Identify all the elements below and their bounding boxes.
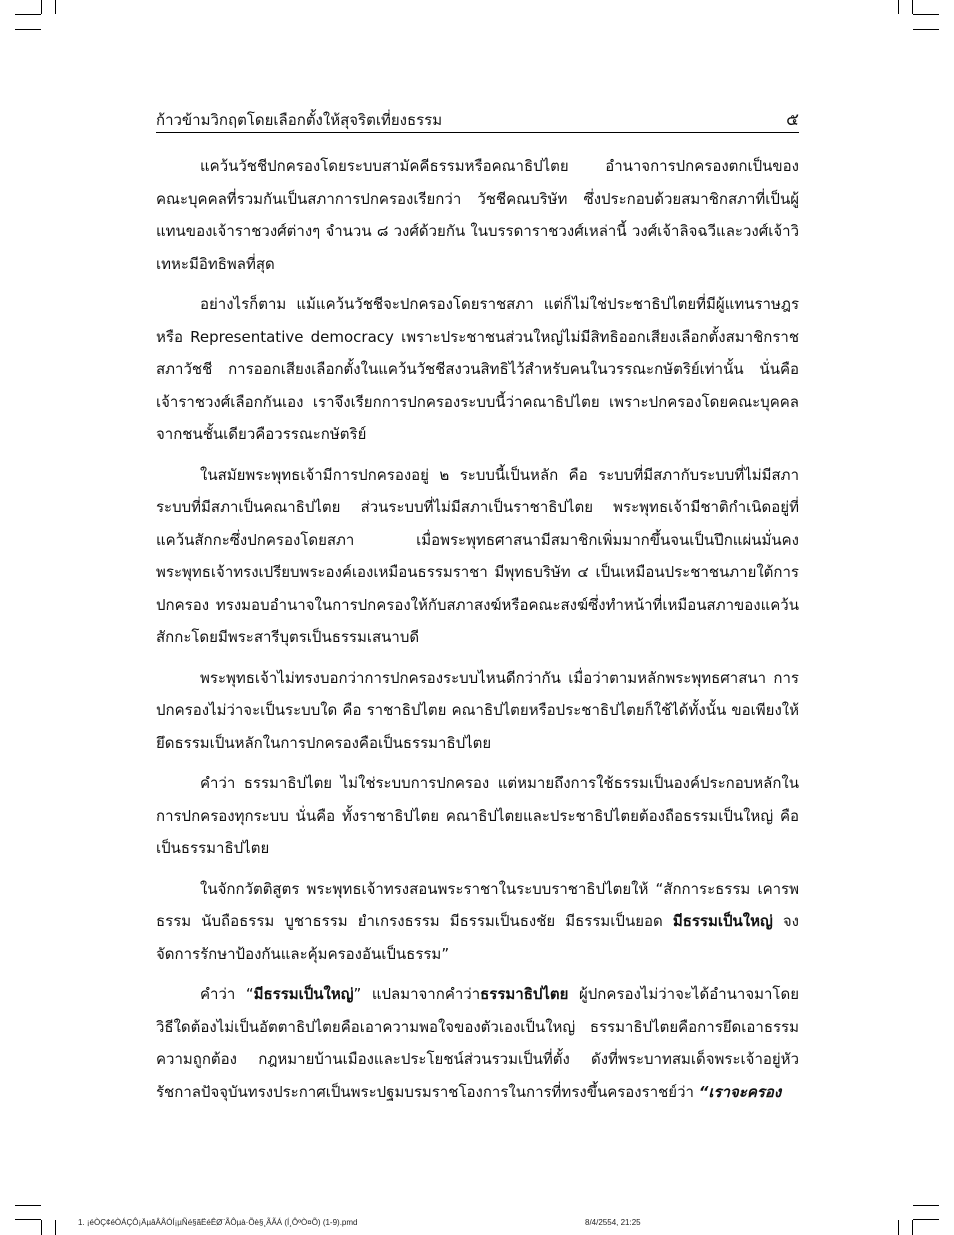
crop-mark [913, 29, 939, 30]
running-title: ก้าวข้ามวิกฤตโดยเลือกตั้งให้สุจริตเที่ยงธรรม [156, 111, 443, 129]
bold-phrase: มีธรรมเป็นใหญ่ [253, 985, 354, 1003]
crop-mark [55, 1220, 56, 1235]
crop-mark [41, 0, 42, 14]
print-timestamp: 8/4/2554, 21:25 [585, 1218, 641, 1227]
crop-mark [15, 1219, 41, 1220]
crop-mark [913, 14, 939, 15]
paragraph: คำว่า ธรรมาธิปไตย ไม่ใช่ระบบการปกครอง แต่หมายถึงการใช้ธรรมเป็นองค์ประกอบหลักในการปกครองทุกระบบ นั่นคือ ทั้งราชาธิปไตย คณาธิปไตยและประชาธิปไตยต้องถือธรรมเป็นใหญ่ คือเป็นธรรมาธิปไตย [156, 774, 799, 857]
paragraph-dhammadhipatai [156, 978, 799, 1108]
crop-mark [898, 1220, 899, 1235]
crop-mark [912, 1220, 913, 1235]
crop-mark [15, 29, 41, 30]
crop-mark [913, 1205, 939, 1206]
text-run: ” แปลมาจากคำว่า [353, 985, 481, 1003]
page-number: ๕ [786, 110, 799, 130]
text-run: จงจัดการรักษาป้องกันและคุ้มครองอันเป็นธรรม” [156, 912, 799, 963]
crop-mark [15, 14, 41, 15]
crop-mark [912, 0, 913, 14]
bold-italic-quote: “เราจะครอง [698, 1082, 782, 1101]
crop-mark [41, 1220, 42, 1235]
crop-mark [15, 1205, 41, 1206]
paragraph: พระพุทธเจ้าไม่ทรงบอกว่าการปกครองระบบไหนดีกว่ากัน เมื่อว่าตามหลักพระพุทธศาสนา การปกครองไม่ว่าจะเป็นระบบใด คือ ราชาธิปไตย คณาธิปไตยหรือประชาธิปไตยก็ใช้ได้ทั้งนั้น ขอเพียงให้ยึดธรรมเป็นหลักในการปกครองคือเป็นธรรมาธิปไตย [156, 668, 799, 752]
running-header [156, 106, 799, 133]
crop-mark [55, 0, 56, 14]
text-run: คำว่า “ [200, 985, 254, 1003]
paragraph-jakkavatti [156, 873, 799, 971]
text-run: ผู้ปกครองไม่ว่าจะได้อำนาจมาโดยวิธีใดต้องไม่เป็นอัตตาธิปไตยคือเอาความพอใจของตัวเองเป็นใหญ่ ธรรมาธิปไตยคือการยึดเอาธรรม ความถูกต้อง กฎหมายบ้านเมืองและประโยชน์ส่วนรวมเป็นที่ตั้ง ดังที่พระบาทสมเด็จพระเจ้าอยู่หัวรัชกาลปัจจุบันทรงประกาศเป็นพระปฐมบรมราชโองการในการที่ทรงขึ้นครองราชย์ว่า [156, 985, 800, 1101]
paragraph: อย่างไรก็ตาม แม้แคว้นวัชชีจะปกครองโดยราชสภา แต่ก็ไม่ใช่ประชาธิปไตยที่มีผู้แทนราษฎร หรือ Representative democracy เพราะประชาชนส่วนใหญ่ไม่มีสิทธิออกเสียงเลือกตั้งสมาชิกราชสภาวัชชี การออกเสียงเลือกตั้งในแคว้นวัชชีสงวนสิทธิไว้สำหรับคนในวรรณะกษัตริย์เท่านั้น นั่นคือเจ้าราชวงศ์เลือกกันเอง เราจึงเรียกการปกครองระบบนี้ว่าคณาธิปไตย เพราะปกครองโดยคณะบุคคลจากชนชั้นเดียวคือวรรณะกษัตริย์ [156, 295, 799, 443]
paragraph: ในสมัยพระพุทธเจ้ามีการปกครองอยู่ ๒ ระบบนี้เป็นหลัก คือ ระบบที่มีสภากับระบบที่ไม่มีสภา ระบบที่มีสภาเป็นคณาธิปไตย ส่วนระบบที่ไม่มีสภาเป็นราชาธิปไตย พระพุทธเจ้ามีชาติกำเนิดอยู่ที่แคว้นสักกะซึ่งปกครองโดยสภา เมื่อพระพุทธศาสนามีสมาชิกเพิ่มมากขึ้นจนเป็นปึกแผ่นมั่นคง พระพุทธเจ้าทรงเปรียบพระองค์เองเหมือนธรรมราชา มีพุทธบริษัท ๔ เป็นเหมือนประชาชนภายใต้การปกครอง ทรงมอบอำนาจในการปกครองให้กับสภาสงฆ์หรือคณะสงฆ์ซึ่งทำหน้าที่เหมือนสภาของแคว้นสักกะโดยมีพระสารีบุตรเป็นธรรมเสนาบดี [156, 465, 799, 646]
file-slug: 1. ¡éÒÇ¢éÒÁÇÔ¡ÄµâÂÅÓÍ¡µÑé§ãËéÊØ¨ÃÔµà·Õè§¸ÃÃÁ (Í¸ÔºÒ¤Õ) (1-9).pmd [78, 1218, 358, 1227]
body-text [156, 150, 799, 1116]
crop-mark [898, 0, 899, 14]
crop-mark [913, 1219, 939, 1220]
bold-term: ธรรมาธิปไตย [480, 985, 569, 1003]
bold-phrase: มีธรรมเป็นใหญ่ [672, 912, 773, 930]
text-run: ในจักกวัตติสูตร พระพุทธเจ้าทรงสอนพระราชาในระบบราชาธิปไตยให้ “สักการะธรรม เคารพธรรม นับถือธรรม บูชาธรรม ยำเกรงธรรม มีธรรมเป็นธงชัย มีธรรมเป็นยอด [156, 879, 799, 930]
paragraph: แคว้นวัชชีปกครองโดยระบบสามัคคีธรรมหรือคณาธิปไตย อำนาจการปกครองตกเป็นของคณะบุคคลที่รวมกันเป็นสภาการปกครองเรียกว่า วัชชีคณบริษัท ซึ่งประกอบด้วยสมาชิกสภาที่เป็นผู้แทนของเจ้าราชวงศ์ต่างๆ จำนวน ๘ วงศ์ด้วยกัน ในบรรดาราชวงศ์เหล่านี้ วงศ์เจ้าลิจฉวีและวงศ์เจ้าวิเทหะมีอิทธิพลที่สุด [156, 157, 799, 273]
